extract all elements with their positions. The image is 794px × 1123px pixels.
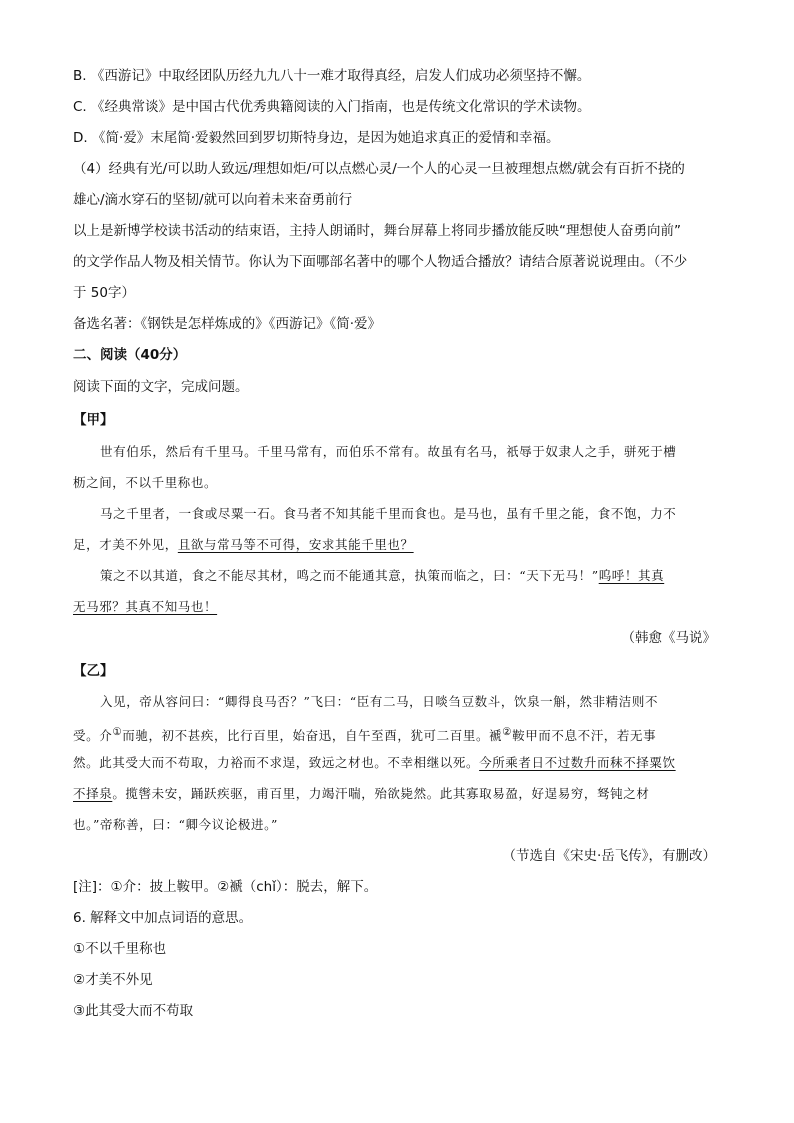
q4-candidate-books: 备选名著：《钢铁是怎样炼成的》《西游记》《简·爱》 — [73, 316, 382, 332]
footnotes: [注]：①介：披上鞍甲。②褫（chǐ）：脱去，解下。 — [73, 879, 378, 895]
q4-line-2: 雄心/滴水穿石的坚韧/就可以向着未来奋勇前行 — [73, 192, 353, 208]
passage-yi-label: 【乙】 — [73, 663, 114, 679]
footnote-marker-1: ① — [112, 726, 123, 738]
jia-paragraph-2-line-2: 足，才美不外见，且欲与常马等不可得，安求其能千里也？ — [73, 537, 414, 552]
q4-line-4: 的文学作品人物及相关情节。你认为下面哪部名著中的哪个人物适合播放？请结合原著说说理由。（不少 — [73, 254, 688, 270]
underlined-sentence: 无马邪？其真不知马也！ — [73, 599, 218, 614]
option-b: B. 《西游记》中取经团队历经九九八十一难才取得真经，启发人们成功必须坚持不懈。 — [73, 68, 591, 84]
underlined-sentence: 且欲与常马等不可得，安求其能千里也？ — [177, 537, 414, 552]
jia-paragraph-3-line-1: 策之不以其道，食之不能尽其材，鸣之而不能通其意，执策而临之，曰：“天下无马！”呜呼！其真 — [100, 568, 665, 583]
section-heading: 二、阅读（40分） — [73, 347, 187, 363]
yi-line-2: 受。介①而驰，初不甚疾，比行百里，始奋迅，自午至酉，犹可二百里。褫②鞍甲而不息不汗，若无事 — [73, 726, 657, 744]
q4-line-3: 以上是新博学校读书活动的结束语，主持人朗诵时，舞台屏幕上将同步播放能反映“理想使人奋勇向前” — [73, 223, 681, 239]
yi-line-3: 然。此其受大而不苟取，力裕而不求逞，致远之材也。不幸相继以死。今所乘者日不过数升而秣不择粟饮 — [73, 755, 676, 770]
option-d: D. 《简·爱》末尾简·爱毅然回到罗切斯特身边，是因为她追求真正的爱情和幸福。 — [73, 130, 560, 146]
yi-line-4: 不择泉。揽辔未安，踊跃疾驱，甫百里，力竭汗喘，殆欲毙然。此其寡取易盈，好逞易穷，驽钝之材 — [73, 786, 650, 801]
option-c: C. 《经典常谈》是中国古代优秀典籍阅读的入门指南，也是传统文化常识的学术读物。 — [73, 99, 591, 115]
q4-line-5: 于 50字） — [73, 285, 135, 301]
yi-source: （节选自《宋史·岳飞传》，有删改） — [502, 848, 716, 864]
yi-line-1: 入见，帝从容问曰：“卿得良马否？”飞曰：“臣有二马，日啖刍豆数斗，饮泉一斛，然非精洁则不 — [100, 694, 659, 709]
question-6-item-2: ②才美不外见 — [73, 972, 153, 988]
underlined-sentence: 不择泉 — [73, 786, 113, 801]
question-6-item-1: ①不以千里称也 — [73, 941, 167, 957]
jia-paragraph-1-line-2: 枥之间，不以千里称也。 — [73, 475, 218, 490]
yi-line-5: 也。”帝称善，曰：“卿今议论极进。” — [73, 817, 278, 832]
jia-paragraph-3-line-2 — [73, 598, 723, 616]
underlined-sentence: 呜呼！其真 — [598, 568, 665, 583]
reading-instruction: 阅读下面的文字，完成问题。 — [73, 379, 249, 395]
passage-jia-label: 【甲】 — [73, 412, 114, 428]
question-6-stem: 6. 解释文中加点词语的意思。 — [73, 910, 253, 926]
q4-line-1: （4）经典有光/可以助人致远/理想如炬/可以点燃心灵/一个人的心灵一旦被理想点燃/就会有百折不挠的 — [73, 161, 685, 177]
underlined-sentence: 今所乘者日不过数升而秣不择粟饮 — [479, 755, 676, 770]
jia-source: （韩愈《马说》 — [621, 630, 716, 646]
jia-paragraph-1-line-1: 世有伯乐，然后有千里马。千里马常有，而伯乐不常有。故虽有名马，祇辱于奴隶人之手，骈死于槽 — [100, 444, 677, 459]
footnote-marker-2: ② — [502, 726, 513, 738]
question-6-item-3: ③此其受大而不苟取 — [73, 1003, 194, 1019]
jia-paragraph-2-line-1: 马之千里者，一食或尽粟一石。食马者不知其能千里而食也。是马也，虽有千里之能，食不饱，力不 — [100, 506, 677, 521]
